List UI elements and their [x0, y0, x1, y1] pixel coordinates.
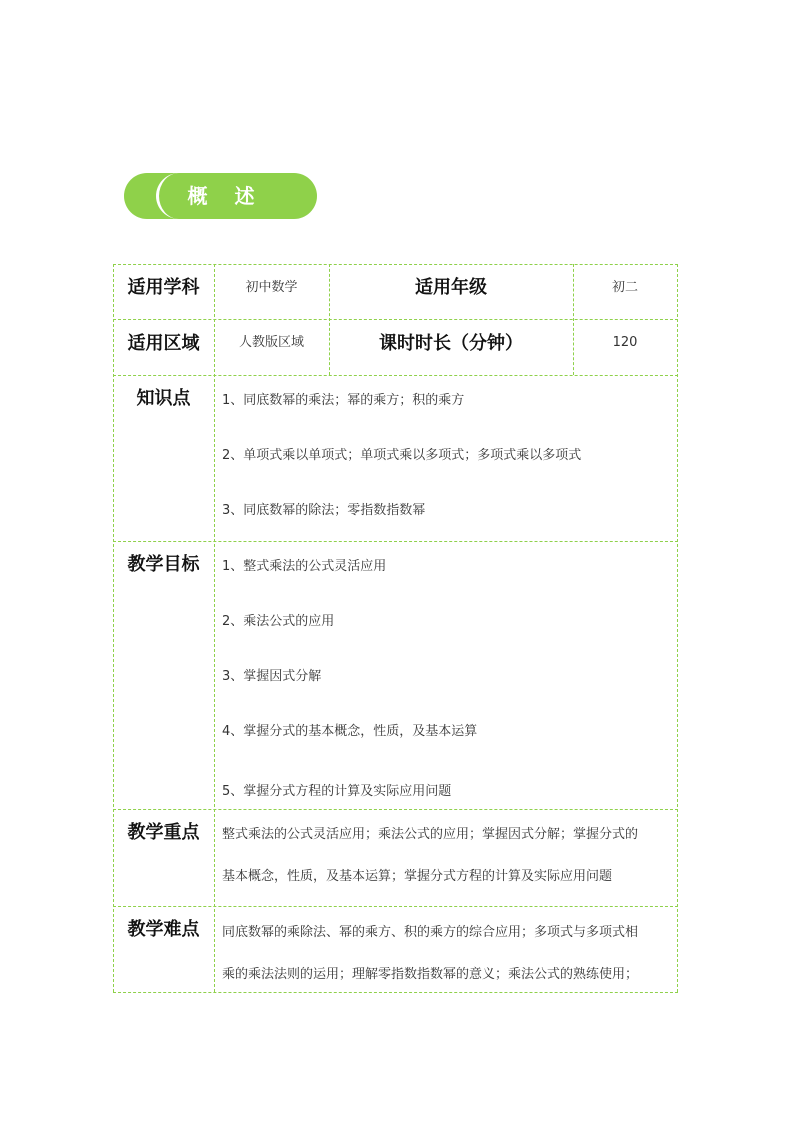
difficulty-line: 乘的乘法法则的运用；理解零指数指数幂的意义；乘法公式的熟练使用； [222, 967, 639, 982]
table-divider [113, 541, 678, 542]
knowledge-item: 1、同底数幂的乘法；幂的乘方；积的乘方 [222, 393, 465, 408]
difficulty-label: 教学难点 [127, 919, 200, 940]
knowledge-item: 3、同底数幂的除法；零指数指数幂 [222, 503, 426, 518]
goal-item: 2、乘法公式的应用 [222, 614, 335, 629]
region-label: 适用区域 [127, 333, 200, 354]
goals-label: 教学目标 [127, 554, 200, 575]
table-divider [214, 264, 215, 992]
knowledge-item: 2、单项式乘以单项式；单项式乘以多项式；多项式乘以多项式 [222, 448, 582, 463]
table-border-top [113, 264, 678, 265]
table-divider [113, 809, 678, 810]
duration-label: 课时时长（分钟） [379, 333, 523, 354]
table-divider [113, 906, 678, 907]
focus-line: 基本概念，性质，及基本运算；掌握分式方程的计算及实际应用问题 [222, 869, 613, 884]
goal-item: 1、整式乘法的公式灵活应用 [222, 559, 387, 574]
table-border-right [677, 264, 678, 992]
knowledge-label: 知识点 [136, 388, 191, 409]
goal-item: 3、掌握因式分解 [222, 669, 322, 684]
grade-value: 初二 [611, 280, 638, 295]
focus-line: 整式乘法的公式灵活应用；乘法公式的应用；掌握因式分解；掌握分式的 [222, 827, 639, 842]
subject-value: 初中数学 [245, 280, 298, 295]
duration-value: 120 [612, 335, 638, 350]
difficulty-line: 同底数幂的乘除法、幂的乘方、积的乘方的综合应用；多项式与多项式相 [222, 925, 639, 940]
table-border-left [113, 264, 114, 992]
region-value: 人教版区域 [238, 335, 304, 350]
goal-item: 4、掌握分式的基本概念，性质，及基本运算 [222, 724, 478, 739]
table-divider [113, 319, 678, 320]
goal-item: 5、掌握分式方程的计算及实际应用问题 [222, 784, 452, 799]
subject-label: 适用学科 [127, 277, 200, 298]
focus-label: 教学重点 [127, 822, 200, 843]
table-border-bottom [113, 992, 678, 993]
section-title: 概 述 [187, 184, 265, 208]
grade-label: 适用年级 [415, 277, 487, 298]
table-divider [113, 375, 678, 376]
